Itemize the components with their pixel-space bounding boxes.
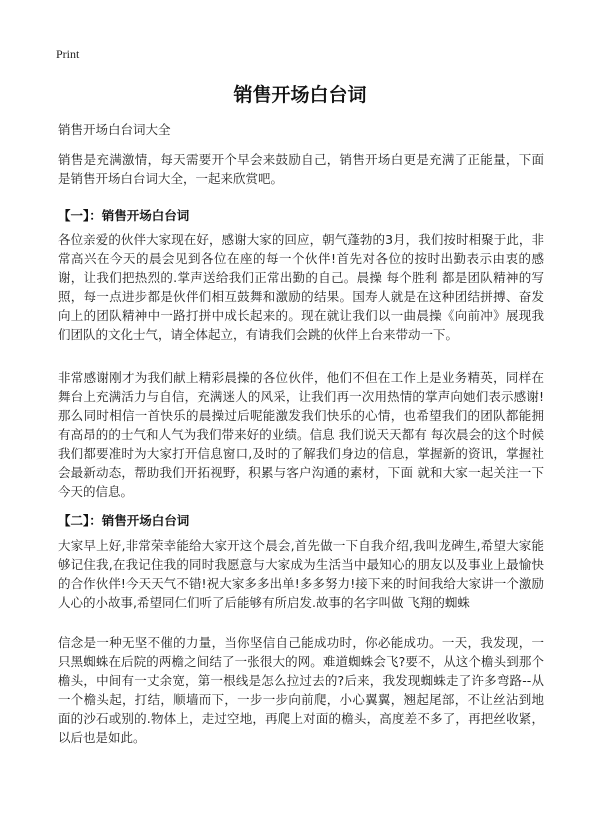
print-link[interactable]: Print [56,47,80,61]
section-1-paragraph-2: 非常感谢刚才为我们献上精彩晨操的各位伙伴，他们不但在工作上是业务精英，同样在舞台上充满活力与自信，充满迷人的风采，让我们再一次用热情的掌声向她们表示感谢!那么同时相信一首快乐的晨操过后呢能激发我们快乐的心情，也希望我们的团队都能拥有高昂的的士气和人气为我们带来好的业绩。信息 我们说天天都有 每次晨会的这个时候我们都要准时为大家打开信息窗口,及时的了解我们身边的信息，掌握新的资讯，掌握社会最新动态，帮助我们开拓视野，积累与客户沟通的素材，下面 就和大家一起关注一下今天的信息。 [58,370,544,499]
section-2-paragraph-1: 大家早上好,非常荣幸能给大家开这个晨会,首先做一下自我介绍,我叫龙碑生,希望大家能够记住我,在我记住我的同时我愿意与大家成为生活当中最知心的朋友以及事业上最愉快的合作伙伴!今天天气不错!祝大家多多出单!多多努力!接下来的时间我给大家讲一个激励人心的小故事,希望同仁们听了后能够有所启发.故事的名字叫做 飞翔的蜘蛛 [58,538,544,610]
intro-paragraph: 销售是充满激情，每天需要开个早会来鼓励自己，销售开场白更是充满了正能量，下面是销售开场白台词大全，一起来欣赏吧。 [58,152,544,186]
section-1-paragraph-1: 各位亲爱的伙伴大家现在好，感谢大家的回应，朝气蓬勃的3月，我们按时相聚于此，非常高兴在今天的晨会见到各位在座的每一个伙伴!首先对各位的按时出勤表示由衷的感谢，让我们把热烈的.掌声送给我们正常出勤的自己。晨操 每个胜利 都是团队精神的写照，每一点进步都是伙伴们相互鼓舞和激励的结果。国寿人就是在这种团结拼搏、奋发向上的团队精神中一路打拼中成长起来的。现在就让我们以一曲晨操《向前冲》展现我们团队的文化士气，请全体起立，有请我们会跳的伙伴上台来带动一下。 [58,232,544,342]
section-2-paragraph-2: 信念是一种无坚不催的力量，当你坚信自己能成功时，你必能成功。一天，我发现，一只黑蜘蛛在后院的两檐之间结了一张很大的网。难道蜘蛛会飞?要不，从这个檐头到那个檐头，中间有一丈余宽，第一根线是怎么拉过去的?后来，我发现蜘蛛走了许多弯路--从一个檐头起，打结，顺墙而下，一步一步向前爬，小心翼翼，翘起尾部，不让丝沾到地面的沙石或别的.物体上，走过空地，再爬上对面的檐头，高度差不多了，再把丝收紧，以后也是如此。 [58,635,544,745]
section-heading-2: 【二】：销售开场白台词 [58,513,190,528]
page-title: 销售开场白台词 [233,84,367,106]
document-subtitle: 销售开场白台词大全 [58,122,171,137]
section-heading-1: 【一】：销售开场白台词 [58,208,190,223]
